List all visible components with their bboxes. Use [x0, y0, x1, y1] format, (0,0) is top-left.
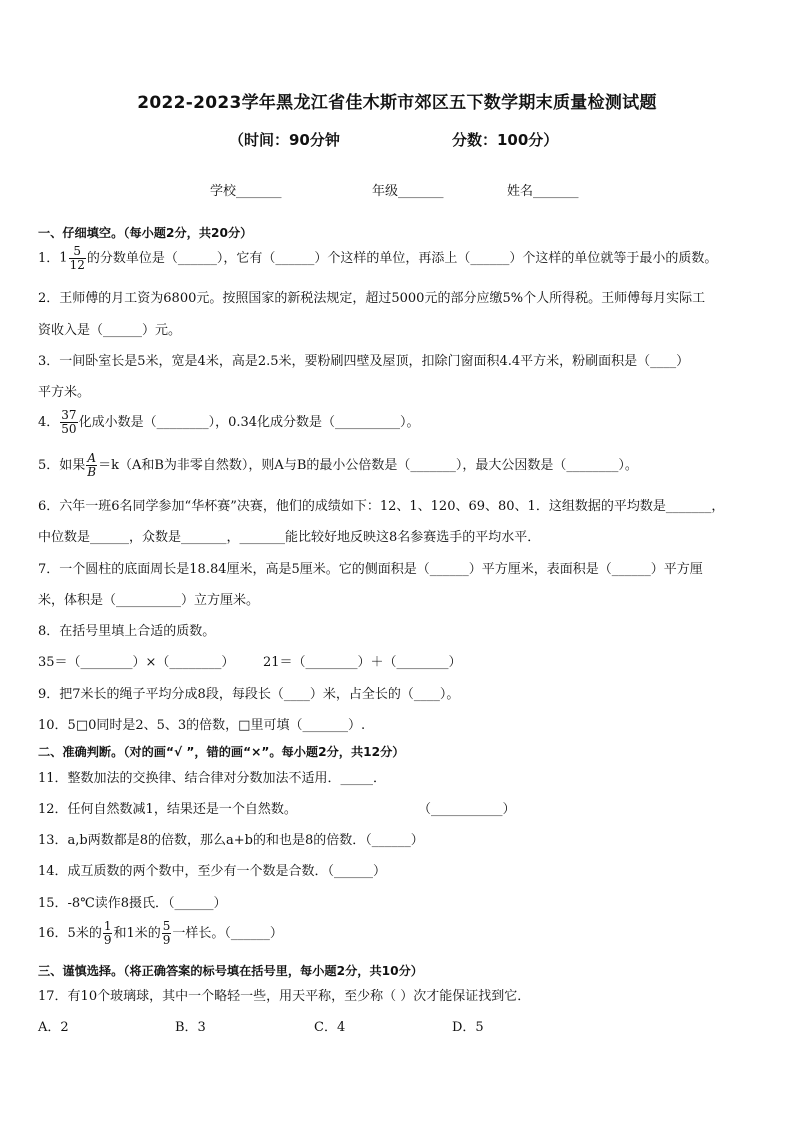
question-7-line-1: 7．一个圆柱的底面周长是18.84厘米，高是5厘米。它的侧面积是（______）平方厘米，表面积是（______）平方厘	[38, 562, 703, 577]
fraction-denominator: 9	[162, 933, 171, 947]
question-12-answer-blank: （___________）	[418, 802, 516, 817]
question-text: 的分数单位是（______），它有（______）个这样的单位，再添上（______）个这样的单位就等于最小的质数。	[86, 251, 718, 266]
question-9: 9．把7米长的绳子平均分成8段，每段长（____）米，占全长的（____）。	[38, 687, 460, 702]
fraction	[69, 245, 86, 272]
page-title: 2022-2023学年黑龙江省佳木斯市郊区五下数学期末质量检测试题	[137, 93, 657, 113]
question-6-line-1: 6．六年一班6名同学参加“华杯赛”决赛，他们的成绩如下：12、1、120、69、80、1．这组数据的平均数是_______，	[38, 499, 725, 514]
question-text-middle: 和1米的	[113, 926, 161, 941]
question-8-part-2: 21＝（________）＋（________）	[263, 655, 462, 670]
question-2-line-2: 资收入是（______）元。	[38, 323, 182, 338]
fraction-numerator: 5	[69, 245, 86, 259]
option-a: A．2	[38, 1020, 69, 1035]
fraction-numerator: A	[87, 451, 97, 465]
fraction-numerator: 37	[61, 408, 77, 422]
fraction-denominator: 12	[69, 258, 85, 272]
question-15: 15．-8℃读作8摄氏．（______）	[38, 896, 227, 911]
question-5	[38, 452, 638, 479]
question-prefix: 16．5米的	[38, 926, 102, 941]
fraction	[60, 409, 77, 436]
section-heading-true-false: 二、准确判断。（对的画“√ ”，错的画“×”。每小题2分，共12分）	[38, 745, 405, 759]
fraction	[103, 920, 113, 947]
question-7-line-2: 米，体积是（__________）立方厘米。	[38, 593, 260, 608]
question-8-line-1: 8．在括号里填上合适的质数。	[38, 624, 216, 639]
fraction-numerator: 1	[103, 919, 112, 933]
fraction	[162, 920, 172, 947]
fraction-numerator: 5	[162, 919, 171, 933]
question-prefix: 1．	[38, 251, 60, 266]
fraction-whole: 1	[59, 250, 68, 266]
question-text: ＝k（A和B为非零自然数），则A与B的最小公倍数是（_______），最大公因数是（________）。	[98, 458, 638, 473]
question-3-line-2: 平方米。	[38, 385, 91, 400]
question-4	[38, 409, 420, 436]
question-prefix: 5．如果	[38, 458, 86, 473]
question-8-part-1: 35＝（________）×（________）	[38, 655, 235, 670]
question-text: 一样长。（______）	[172, 926, 283, 941]
question-13: 13．a,b两数都是8的倍数，那么a+b的和也是8的倍数．（______）	[38, 833, 424, 848]
question-3-line-1: 3．一间卧室长是5米，宽是4米，高是2.5米，要粉刷四壁及屋顶，扣除门窗面积4.4平方米，粉刷面积是（____）	[38, 354, 690, 369]
fraction-denominator: 50	[61, 422, 77, 436]
option-d: D．5	[452, 1020, 484, 1035]
section-heading-fill-blank: 一、仔细填空。（每小题2分，共20分）	[38, 226, 253, 240]
fraction-denominator: 9	[103, 933, 112, 947]
grade-field: 年级_______	[372, 184, 444, 199]
exam-time: （时间：90分钟	[229, 131, 340, 149]
fraction-denominator: B	[87, 465, 97, 479]
question-1	[38, 245, 717, 272]
option-c: C．4	[314, 1020, 346, 1035]
question-14: 14．成互质数的两个数中，至少有一个数是合数．（______）	[38, 864, 387, 879]
question-prefix: 4．	[38, 415, 60, 430]
question-10: 10．5□0同时是2、5、3的倍数，□里可填（_______）.	[38, 718, 366, 733]
question-11: 11．整数加法的交换律、结合律对分数加法不适用．_____．	[38, 771, 387, 786]
mixed-fraction	[59, 245, 87, 272]
fraction	[86, 452, 97, 479]
exam-score: 分数：100分）	[452, 131, 559, 149]
question-16	[38, 920, 283, 947]
school-field: 学校_______	[210, 184, 282, 199]
question-6-line-2: 中位数是______，众数是_______，_______能比较好地反映这8名参赛选手的平均水平．	[38, 530, 541, 545]
option-b: B．3	[175, 1020, 206, 1035]
question-17: 17．有10个玻璃球，其中一个略轻一些，用天平称，至少称（ ）次才能保证找到它．	[38, 989, 531, 1004]
section-heading-multiple-choice: 三、谨慎选择。（将正确答案的标号填在括号里，每小题2分，共10分）	[38, 964, 423, 978]
question-text: 化成小数是（________），0.34化成分数是（__________）。	[78, 415, 420, 430]
question-2-line-1: 2．王师傅的月工资为6800元。按照国家的新税法规定，超过5000元的部分应缴5%个人所得税。王师傅每月实际工	[38, 291, 706, 306]
question-12: 12．任何自然数减1，结果还是一个自然数。	[38, 802, 297, 817]
name-field: 姓名_______	[507, 184, 579, 199]
